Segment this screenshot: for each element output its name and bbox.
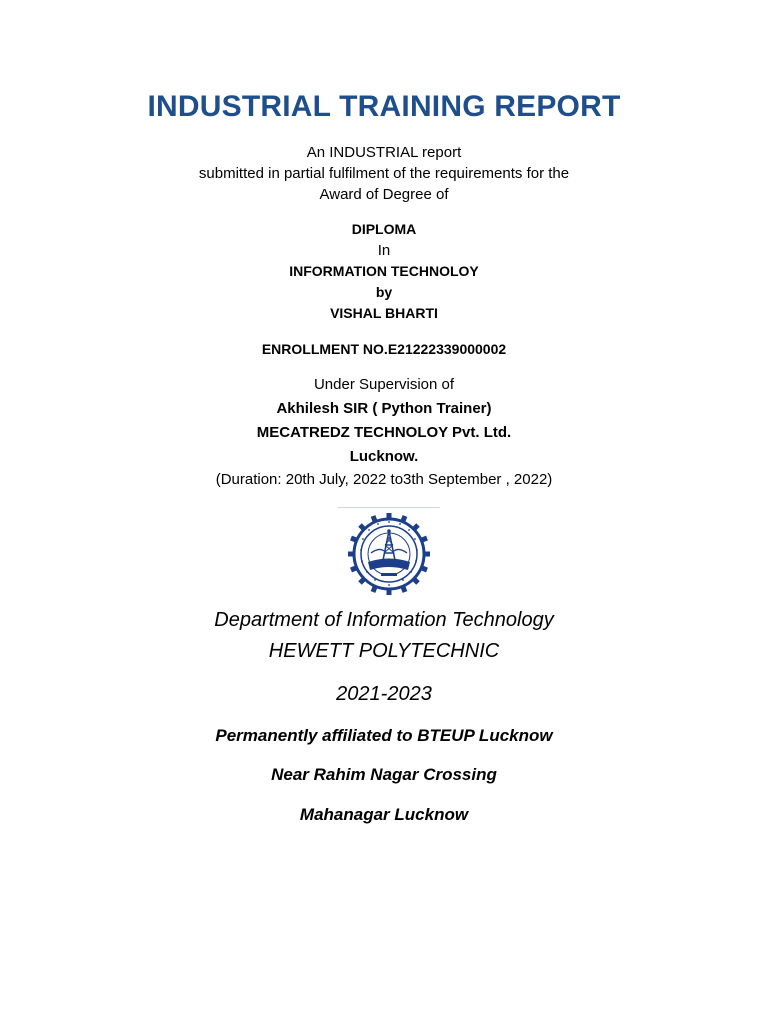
degree-field: INFORMATION TECHNOLOY [289,263,479,279]
department-name: Department of Information Technology [214,609,554,631]
address-line-1: Near Rahim Nagar Crossing [271,765,497,784]
supervision-label: Under Supervision of [313,376,455,393]
college-name: HEWETT POLYTECHNIC [268,640,500,662]
address-line-2: Mahanagar Lucknow [299,805,469,824]
company-city: Lucknow. [349,448,419,465]
degree-in: In [377,242,391,259]
degree-by: by [375,284,393,300]
trainer-name: Akhilesh SIR ( Python Trainer) [276,400,492,417]
intro-line-3: Award of Degree of [319,186,449,203]
academic-session: 2021-2023 [336,683,432,705]
affiliation-text: Permanently affiliated to BTEUP Lucknow [215,726,553,745]
student-name: VISHAL BHARTI [330,305,438,321]
report-title: INDUSTRIAL TRAINING REPORT [147,90,621,123]
enrollment-number: ENROLLMENT NO.E21222339000002 [261,341,507,357]
institute-seal-icon [338,507,440,601]
company-name: MECATREDZ TECHNOLOY Pvt. Ltd. [256,424,512,441]
training-duration: (Duration: 20th July, 2022 to3th September , 2022) [215,471,553,488]
intro-line-1: An INDUSTRIAL report [306,144,462,161]
degree-name: DIPLOMA [351,221,417,237]
intro-line-2: submitted in partial fulfilment of the requirements for the [198,165,570,182]
